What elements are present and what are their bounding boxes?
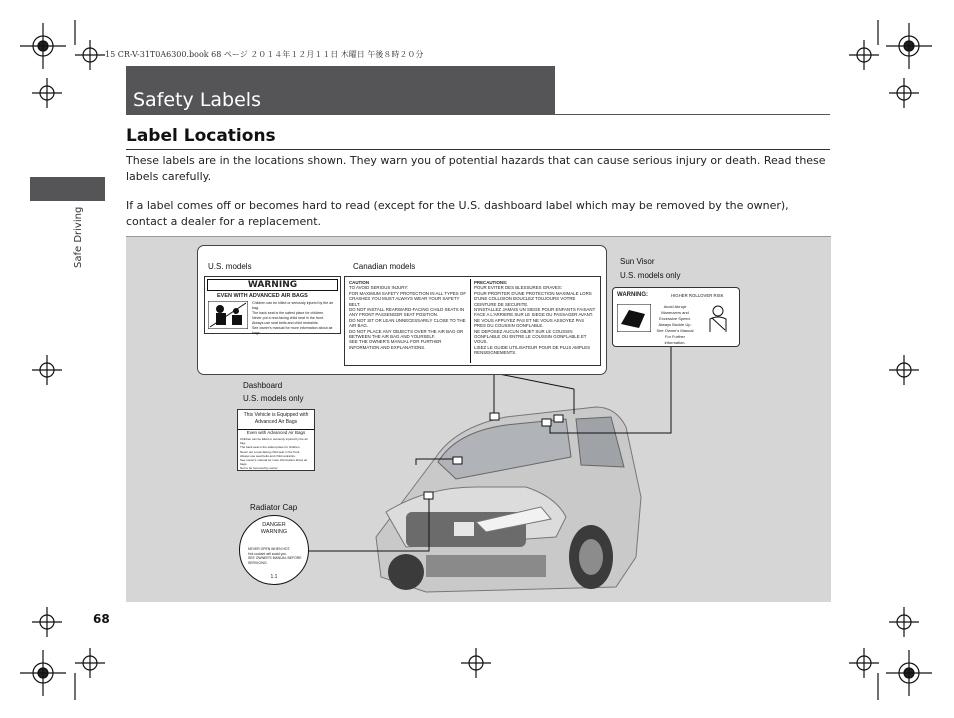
intro-paragraph: These labels are in the locations shown. They warn you of potential hazards that can cause serious injury or death. Read these labels carefully. [126,154,826,183]
ca-fr-line-5: NE DEPOSEZ AUCUN OBJET SUR LE COUSSIN GONFLABLE OU ENTRE LE COUSSIN GONFLABLE ET VOUS. [474,328,587,345]
dashboard-airbag-label [237,409,315,471]
rollover-line-2: Always Buckle Up. [658,322,692,327]
ca-fr-line-6: LISEZ LE GUIDE UTILISATEUR POUR DE PLUS AMPLES RENSEIGNEMENTS. [474,344,591,356]
seat-belt-pictogram-icon [703,304,733,334]
us-airbag-warning-heading: WARNING [207,279,338,291]
us-airbag-line-3: Never put a rear-facing child seat in the front. [252,316,324,320]
rollover-warning-head: HIGHER ROLLOVER RISK [671,293,724,298]
us-airbag-line-5: See owner's manual for more information about air bags. [252,326,333,335]
dashboard-line-1: This Vehicle is Equipped with [243,412,309,418]
ca-fr-line-3: N'INSTALLEZ JAMAIS UN SIEGE POUR ENFANTS FAISANT FACE A L'ARRIERE SUR LE SIEGE DU PASSAGER AVANT. [474,307,596,318]
rollover-pictogram-icon [617,304,651,332]
dashboard-line-2: Advanced Air Bags [254,419,298,425]
dashboard-detail-4: Always use seat belts and child restraints. [240,453,296,458]
ca-fr-line-2: POUR PROFITER D'UNE PROTECTION MAXIMALE LORS D'UNE COLLISION BOUCLEZ TOUJOURS VOTRE CEINTURE DE SECURITE. [474,290,592,307]
dashboard-detail-1: Children can be killed or seriously injured by the air bag. [240,437,308,446]
ca-en-caution-head: CAUTION [349,280,370,285]
dashboard-detail-2: The back seat is the safest place for children. [240,445,301,450]
dashboard-line-3: Even with Advanced Air Bags [238,429,314,436]
radiator-bottom-mark: 1.1 [270,574,278,580]
ca-label-divider [470,279,471,363]
chapter-side-tab [30,177,105,201]
ca-fr-precautions-head: PRECAUTIONS: [474,280,508,285]
sun-visor-us-models-label: U.S. models [208,262,252,271]
section-heading: Label Locations [126,126,276,146]
radiator-line-3: SEE OWNER'S MANUAL BEFORE SERVICING. [248,556,302,565]
ca-en-line-5: DO NOT PLACE ANY OBJECTS OVER THE AIR BAG OR BETWEEN THE AIR BAG AND YOURSELF. [349,328,464,340]
sun-visor-right-title: Sun Visor [620,257,655,266]
radiator-line-1: NEVER OPEN WHEN HOT. [248,547,291,551]
radiator-line-2: Hot coolant will scald you. [248,551,288,556]
title-rule [126,114,830,115]
us-airbag-line-1: Children can be killed or seriously injured by the air bag. [252,301,334,310]
rollover-warning-word: WARNING: [617,292,648,298]
rollover-line-3: See Owner's Manual For Further Information. [656,328,694,345]
rollover-line-1: Avoid Abrupt Maneuvers and Excessive Speed. [659,304,691,321]
sun-visor-canadian-models-label: Canadian models [353,262,416,271]
ca-en-line-4: DO NOT SIT OR LEAN UNNECESSARILY CLOSE TO THE AIR BAG. [349,317,466,329]
us-airbag-warning-label [204,276,341,334]
ca-en-line-1: TO AVOID SERIOUS INJURY: [349,285,409,291]
chapter-title: Safety Labels [133,89,261,111]
dashboard-detail-5: See owner's manual for more information about air bags. [240,458,308,467]
child-seat-pictogram-icon [208,301,248,329]
sun-visor-right-sub: U.S. models only [620,271,681,280]
sun-visor-left-frame [197,245,607,375]
dashboard-sub: U.S. models only [243,394,304,403]
us-airbag-line-4: Always use seat belts and child restraints. [252,321,319,325]
side-tab-label: Safe Driving [73,206,84,268]
radiator-warning: WARNING [260,529,288,535]
label-location-diagram [126,236,831,602]
dashboard-detail-3: Never put a rear-facing child seat in the front. [240,449,301,454]
print-header-line: 15 CR-V-31T0A6300.book 68 ページ ２０１４年１２月１１日 木曜日 午後８時２０分 [105,50,424,59]
us-airbag-subhead: EVEN WITH ADVANCED AIR BAGS [217,293,308,299]
dashboard-title: Dashboard [243,381,283,390]
ca-en-line-2: FOR MAXIMUM SAFETY PROTECTION IN ALL TYPES OF CRASHES YOU MUST ALWAYS WEAR YOUR SAFETY BELT. [349,290,467,307]
replacement-paragraph: If a label comes off or becomes hard to read (except for the U.S. dashboard label which may be removed by the owner), contact a dealer for a replacement. [126,199,789,228]
rollover-warning-label [612,287,740,347]
ca-fr-line-1: POUR EVITER DES BLESSURES GRAVES: [474,285,562,291]
us-airbag-line-2: The back seat is the safest place for children. [252,311,325,315]
radiator-danger: DANGER [262,522,286,528]
radiator-cap-title: Radiator Cap [250,503,298,512]
dashboard-footnote: Not to be removed by owner [240,466,278,471]
ca-fr-line-4: NE VOUS APPUYEZ PAS ET NE VOUS ASSOYEZ PAS PRES DU COUSSIN GONFLABLE. [474,317,585,329]
ca-en-line-3: DO NOT INSTALL REARWARD-FACING CHILD SEATS IN ANY FRONT PASSENGER SEAT POSITION. [349,307,465,318]
page-number: 68 [93,612,110,626]
ca-en-line-6: SEE THE OWNER'S MANUAL FOR FURTHER INFORMATION AND EXPLANATIONS. [349,339,442,350]
radiator-cap-label [239,515,309,585]
canadian-caution-label [344,276,601,366]
section-rule [126,149,830,150]
